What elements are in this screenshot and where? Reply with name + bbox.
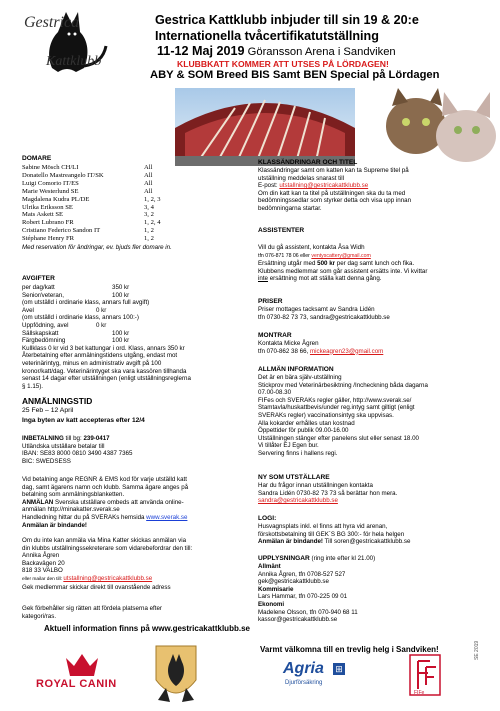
header-title-line3 (157, 44, 396, 58)
arena-photo (175, 88, 355, 166)
special-line: ABY & SOM Breed BIS Samt BEN Special på Lördagen (150, 69, 440, 81)
cat-emblem-icon (148, 640, 204, 706)
forbehall-text: Gek förbehåller sig rätten att fördela platserna efter kategori/ras. (22, 605, 162, 620)
upplysningar-section: UPPLYSNINGAR (ring inte efter kl 21.00) Allmänt Annika Ågren, tfn 0708-527 527 gek@gestricakattklubb.se Kommisarie Lars Hammar, tfn 070-225 09 01 Ekonomi Madelene Olsson, tfn 070-940 68 11 kassor@gestricakattklubb.se (258, 555, 376, 624)
priser-section: PRISER Priser mottages tacksamt av Sandra Lidén tfn 0730-82 73 73, sandra@gestricakattklubb.se (258, 298, 390, 321)
agria-badge-icon: ⊞ (333, 663, 345, 675)
assistent-section: Vill du gå assistent, kontakta Åsa Widh tfn 076-871 78 06 eller ventyscattery@gmail.com Ersättning utgår med 500 kr per dag samt lunch och fika. Klubbens medlemmar som går assistent ersätts inte. Vi kvittar inte ersättning mot att ställa katt denna gång. (258, 244, 428, 283)
anmalningstid-heading: ANMÄLNINGSTID (22, 396, 93, 406)
postal-block: Om du inte kan anmäla via Mina Katter skickas anmälan via din klubbs utställningssekreterare som vidarebefordrar den till: Annika Ågren Backavägen 20 818 33 VALBO eller mailar den till: utstallning@gestricakattklubb.se Gek medlemmar skickar direkt till ovanstående adress (22, 537, 193, 591)
sandra-email-link[interactable]: sandra@gestricakattklubb.se (258, 497, 338, 505)
royal-canin-logo: ROYAL CANIN (32, 650, 132, 700)
fife-logo: FIFe (408, 653, 442, 697)
logo-bottom-text: Kattklubb (46, 54, 102, 69)
agria-logo: Agria ⊞ Djurförsäkring (283, 660, 363, 694)
avgifter-heading: AVGIFTER (22, 275, 55, 282)
ny-section: NY SOM UTSTÄLLARE Har du frågor innan utställningen kontakta Sandra Lidén 0730-82 73 73 så berättar hon mera. sandra@gestricakattklubb.se (258, 474, 398, 505)
event-date: 11-12 Maj 2019 (157, 44, 245, 58)
montrar-section: MONTRAR Kontakta Micke Ågren tfn 070-862 38 66, mickeagren23@gmail.com (258, 332, 384, 355)
fees-table: per dag/katt 350 kr Senior/veteran, 100 kr (om utställd i ordinarie klass, annars full avgift) Avel 0 kr (om utställd i ordinarie klass, annars 100:-) Uppfödning, avel 0 kr Sällskapskatt 100 kr Färgbedömning 100 kr Kullklass 0 kr vid 3 bet kattungar i ord. Klass, annars 350 kr Återbetalning efter anmälningstidens utgång, endast mot veterinärintyg, minus en administrativ avgift på 100 kronor/katt/dag. Veterinärintyget ska vara kassören tillhanda senast 14 dagar efter utställningen (enligt utställningsreglerna § 1.15). (22, 284, 191, 390)
judges-note: Med reservation för ändringar, ev. bjuds fler domare in. (22, 244, 172, 251)
gestrica-emblem (148, 640, 204, 706)
crown-icon (32, 650, 132, 680)
klass-email-link[interactable]: utstallning@gestricakattklubb.se (279, 182, 369, 190)
welcome-line: Varmt välkomna till en trevlig helg i Sandviken! (260, 645, 439, 654)
website-line: Aktuell information finns på www.gestricakattklubb.se (44, 624, 250, 633)
event-venue: Göransson Arena i Sandviken (244, 46, 396, 58)
red-notice: KLUBBKATT KOMMER ATT UTSES PÅ LÖRDAGEN! (177, 59, 389, 69)
logi-section: LOGI: Husvagnsplats inkl. el finns att hyra vid arenan, förskottsbetalning till GEK´S BG 300:- för hela helgen Anmälan är bindande! Till soren@gestricakattklubb.se (258, 515, 411, 546)
logo-top-text: Gestrica (24, 14, 80, 31)
montrar-email-link[interactable]: mickeagren23@gmail.com (309, 347, 384, 355)
club-logo (6, 6, 128, 78)
sverak-link[interactable]: www.sverak.se (146, 513, 188, 521)
domare-heading: DOMARE (22, 155, 52, 162)
side-code: SE 2019 (474, 640, 480, 660)
judges-list: Sabine Mösch CH/LI All Donatello Mastreangelo IT/SK All Luigi Comorio IT/ES All Marie Westerlund SE All Magdalena Kudra PL/DE 1, 2, 3 Ulrika Eriksson SE 3, 4 Mats Askett SE 3, 2 Robert Lubrano FR 1, 2, 4 Cristiano Federico Sandon IT 1, 2 Stéphane Henry FR 1, 2 (22, 164, 161, 243)
anmalningstid-note: Inga byten av katt accepteras efter 12/4 (22, 417, 145, 424)
allman-section: ALLMÄN INFORMATION Det är en bära själv-utställning Stickprov med Veterinärbesiktning /Incheckning båda dagarna 07.00-08.30 FIFes och SVERAKs regler gäller, http://www.sverak.se/ Stamtavla/huskattbevis/under reg.intyg samt giltigt (enligt SVERAKs regler) vaccinationsintyg ska uppvisas. Alla kokarder erhålles utan kostnad Öppettider för publik 09.00-16.00 Utställningen stänger efter panelens slut eller senast 18.00 Vi tillåter EJ Egen bur. Servering finns i hallens regi. (258, 366, 428, 457)
inbetalning-block: INBETALNING till bg: 239-0417 Utländska utställare betalar till IBAN: SE83 8000 0810 3490 4387 7365 BIC: SWEDSESS (22, 435, 133, 465)
assistent-email-link[interactable]: ventyscattery@gmail.com (311, 252, 371, 259)
header-title-line2: Internationella tvåcertifikatutställning (155, 29, 379, 43)
utstallning-email-link[interactable]: utstallning@gestricakattklubb.se (63, 574, 153, 582)
payment-instructions: Vid betalning ange REGNR & EMS kod för varje utställd katt dag, samt ägarens namn och klubb. Samma ägare anges på betalning som anmälningsblanketten. ANMÄLAN Svenska utställare ombeds att använda online- anmälan http://minakatter.sverak.se Handledning hittar du på SVERAKs hemsida www.sverak.se Anmälan är bindande! (22, 476, 189, 529)
assistent-heading: ASSISTENTER (258, 227, 305, 234)
anmalningstid-dates: 25 Feb – 12 April (22, 407, 74, 414)
header-title-line1: Gestrica Kattklubb inbjuder till sin 19 & 20:e (155, 13, 419, 27)
cats-photo (378, 78, 500, 162)
klass-section: KLASSÄNDRINGAR OCH TITEL Klassändringar samt om katten kan ta Supreme titel på utställning meddelas snarast till E-post: utstallning@gestricakattklubb.se Om din katt kan ta titel på utställningen ska du ta med bedömningssedlar som styrker detta och visa upp innan bedömningarna startar. (258, 159, 412, 212)
